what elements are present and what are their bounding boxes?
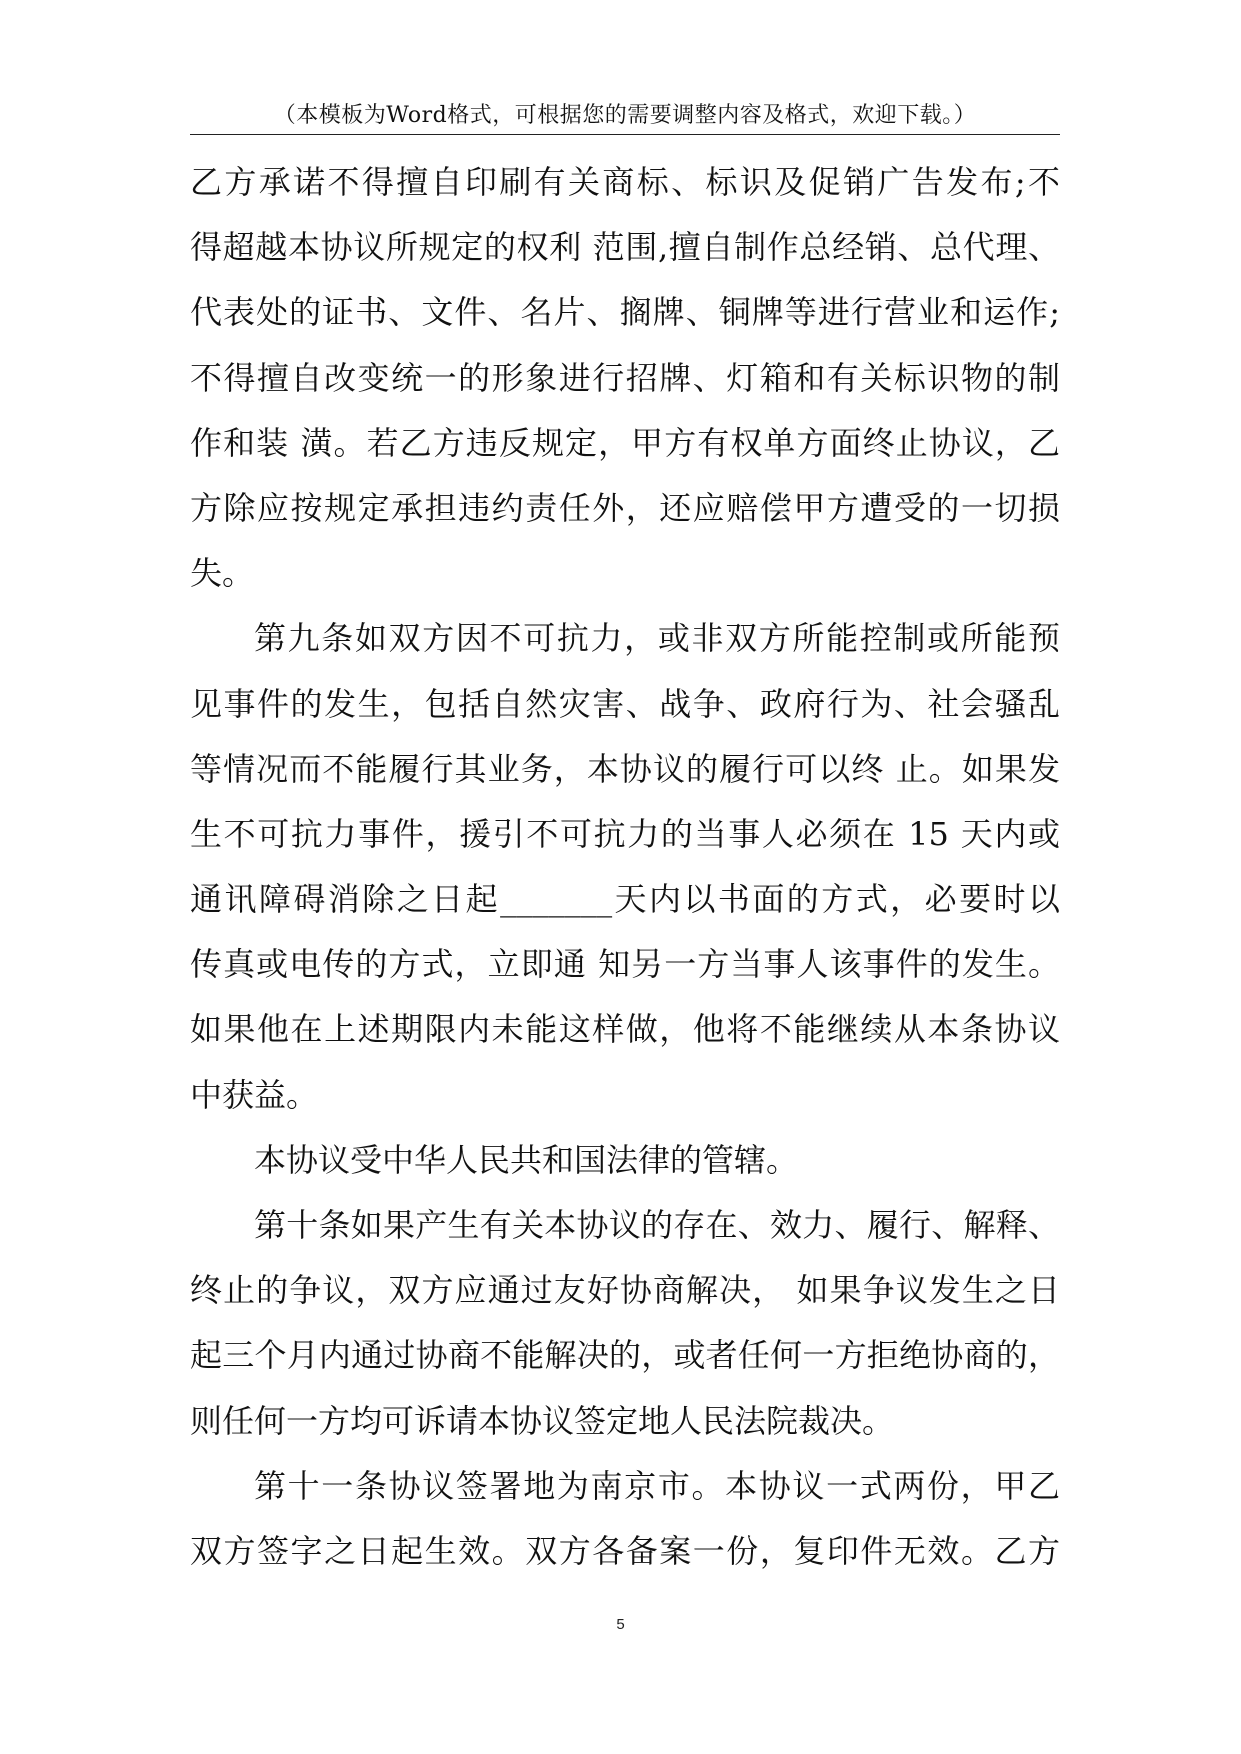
header-note: （本模板为Word格式，可根据您的需要调整内容及格式，欢迎下载。） xyxy=(273,103,977,128)
text-line: 第九条如双方因不可抗力，或非双方所能控制或所能预 xyxy=(254,619,1060,658)
text-line: 方除应按规定承担违约责任外，还应赔偿甲方遭受的一切损 xyxy=(190,488,1060,527)
header-divider xyxy=(190,134,1060,135)
text-line: 本协议受中华人民共和国法律的管辖。 xyxy=(254,1140,799,1179)
text-line: 乙方承诺不得擅自印刷有关商标、标识及促销广告发布;不 xyxy=(190,163,1060,201)
text-line: 代表处的证书、文件、名片、搁牌、铜牌等进行营业和运作; xyxy=(190,293,1060,332)
text-line: 第十一条协议签署地为南京市。本协议一式两份，甲乙 xyxy=(254,1466,1060,1505)
text-line: 等情况而不能履行其业务，本协议的履行可以终 止。如果发 xyxy=(190,749,1060,788)
text-line: 通讯障碍消除之日起_______天内以书面的方式，必要时以 xyxy=(190,880,1060,919)
text-line: 作和装 潢。若乙方违反规定，甲方有权单方面终止协议，乙 xyxy=(190,423,1060,462)
text-line: 起三个月内通过协商不能解决的，或者任何一方拒绝协商的， xyxy=(190,1336,1060,1375)
text-line: 得超越本协议所规定的权利 范围,擅自制作总经销、总代理、 xyxy=(190,228,1060,267)
text-line: 第十条如果产生有关本协议的存在、效力、履行、解释、 xyxy=(254,1206,1060,1244)
page-number: 5 xyxy=(616,1616,625,1633)
text-line: 生不可抗力事件，援引不可抗力的当事人必须在 15 天内或 xyxy=(190,814,1060,853)
text-line: 则任何一方均可诉请本协议签定地人民法院裁决。 xyxy=(190,1401,895,1440)
text-line: 中获益。 xyxy=(190,1075,319,1114)
text-line: 如果他在上述期限内未能这样做，他将不能继续从本条协议 xyxy=(190,1010,1060,1049)
text-line: 失。 xyxy=(190,554,255,593)
text-line: 传真或电传的方式，立即通 知另一方当事人该事件的发生。 xyxy=(190,945,1060,984)
text-line: 双方签字之日起生效。双方各备案一份，复印件无效。乙方 xyxy=(190,1531,1060,1570)
text-line: 终止的争议，双方应通过友好协商解决， 如果争议发生之日 xyxy=(190,1271,1060,1310)
document-body xyxy=(190,150,1060,1584)
text-line: 见事件的发生，包括自然灾害、战争、政府行为、社会骚乱 xyxy=(190,684,1060,723)
text-line: 不得擅自改变统一的形象进行招牌、灯箱和有关标识物的制 xyxy=(190,358,1060,397)
